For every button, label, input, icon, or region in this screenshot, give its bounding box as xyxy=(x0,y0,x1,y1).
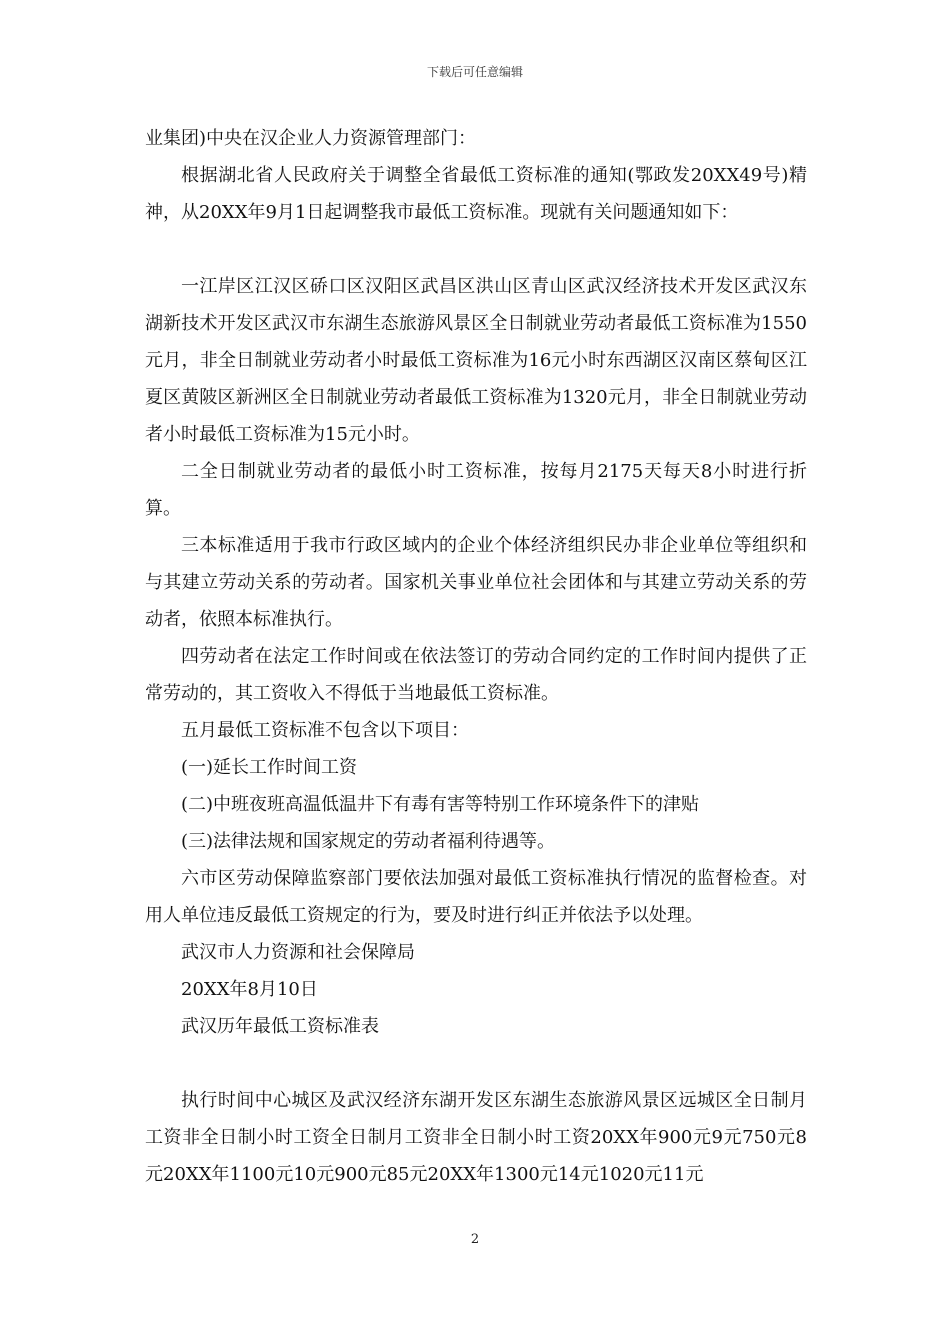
paragraph-item-6: 六市区劳动保障监察部门要依法加强对最低工资标准执行情况的监督检查。对用人单位违反最低工资规定的行为，要及时进行纠正并依法予以处理。 xyxy=(145,868,807,926)
page-number: 2 xyxy=(470,1232,480,1247)
paragraph-item-2: 二全日制就业劳动者的最低小时工资标准，按每月2175天每天8小时进行折算。 xyxy=(145,461,807,519)
paragraph-table-content: 执行时间中心城区及武汉经济东湖开发区东湖生态旅游风景区远城区全日制月工资非全日制小时工资全日制月工资非全日制小时工资20XX年900元9元750元8元20XX年1100元10元900元85元20XX年1300元14元1020元11元 xyxy=(145,1090,807,1185)
paragraph-recipients: 业集团)中央在汉企业人力资源管理部门： xyxy=(145,128,477,149)
paragraph-item-3: 三本标准适用于我市行政区域内的企业个体经济组织民办非企业单位等组织和与其建立劳动关系的劳动者。国家机关事业单位社会团体和与其建立劳动关系的劳动者，依照本标准执行。 xyxy=(145,535,807,630)
paragraph-item-1: 一江岸区江汉区硚口区汉阳区武昌区洪山区青山区武汉经济技术开发区武汉东湖新技术开发区武汉市东湖生态旅游风景区全日制就业劳动者最低工资标准为1550元月，非全日制就业劳动者小时最低工资标准为16元小时东西湖区汉南区蔡甸区江夏区黄陂区新洲区全日制就业劳动者最低工资标准为1320元月，非全日制就业劳动者小时最低工资标准为15元小时。 xyxy=(145,276,807,445)
paragraph-gap xyxy=(145,231,807,268)
page-header: 下载后可任意编辑 xyxy=(426,65,523,79)
document-body xyxy=(145,120,807,1193)
paragraph-subitem-2: (二)中班夜班高温低温井下有毒有害等特别工作环境条件下的津贴 xyxy=(181,794,700,815)
paragraph-subitem-3: (三)法律法规和国家规定的劳动者福利待遇等。 xyxy=(181,831,556,852)
paragraph-item-4: 四劳动者在法定工作时间或在依法签订的劳动合同约定的工作时间内提供了正常劳动的，其工资收入不得低于当地最低工资标准。 xyxy=(145,646,807,704)
paragraph-gap xyxy=(145,1045,807,1082)
paragraph-intro: 根据湖北省人民政府关于调整全省最低工资标准的通知(鄂政发20XX49号)精神，从20XX年9月1日起调整我市最低工资标准。现就有关问题通知如下： xyxy=(145,165,807,223)
paragraph-table-title: 武汉历年最低工资标准表 xyxy=(181,1016,379,1037)
paragraph-subitem-1: (一)延长工作时间工资 xyxy=(181,757,358,778)
paragraph-issuer: 武汉市人力资源和社会保障局 xyxy=(181,942,415,963)
paragraph-date: 20XX年8月10日 xyxy=(181,979,318,1000)
paragraph-item-5: 五月最低工资标准不包含以下项目： xyxy=(181,720,469,741)
